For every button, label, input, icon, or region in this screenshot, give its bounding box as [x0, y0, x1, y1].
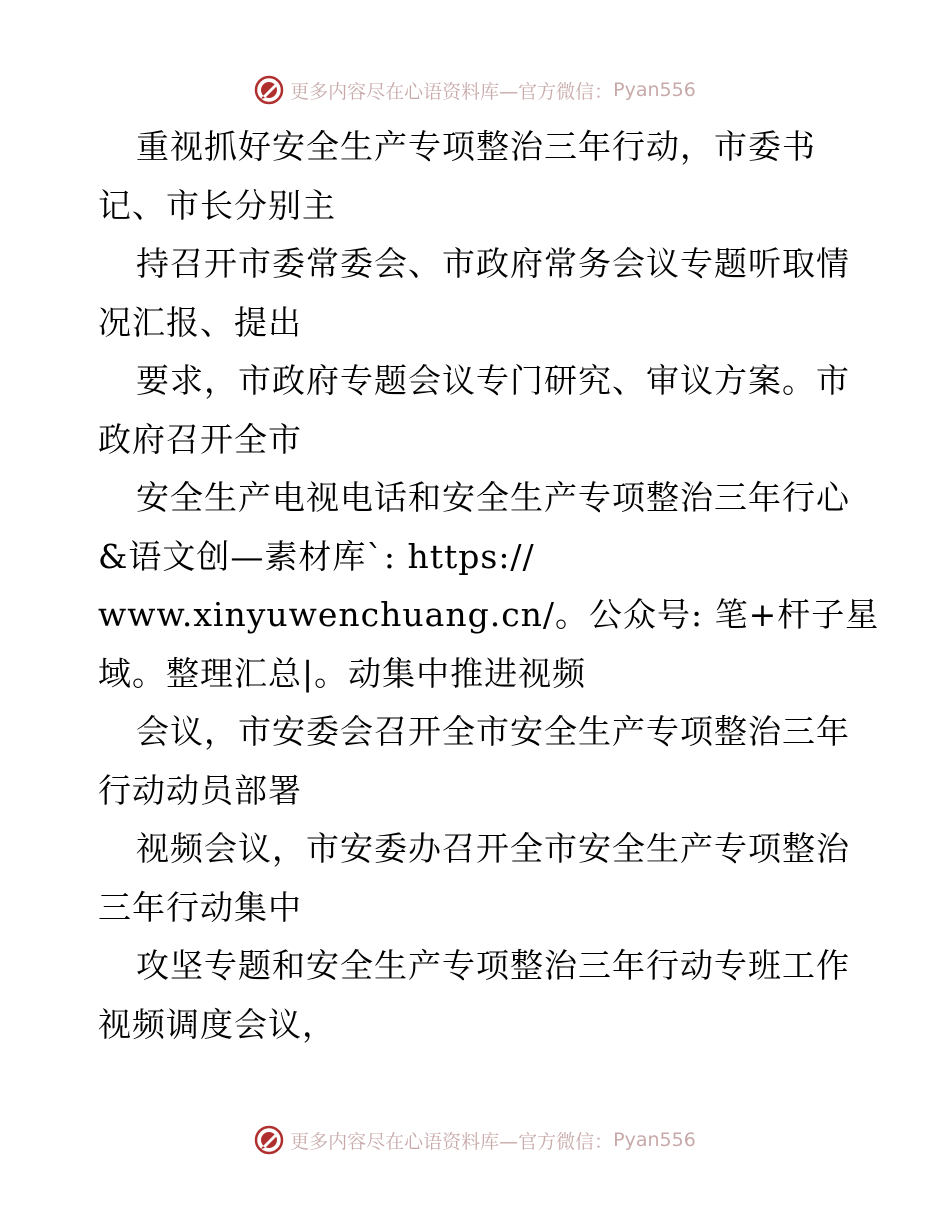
footer-wechat-id: Pyan556 [613, 1129, 696, 1151]
document-body [98, 118, 880, 1054]
pen-logo-icon [254, 1125, 284, 1155]
body-line: 攻坚专题和安全生产专项整治三年行动专班工作 [136, 946, 850, 985]
body-line: 持召开市委常委会、市政府常务会议专题听取情 [136, 244, 850, 283]
pen-logo-icon [254, 75, 284, 105]
body-line: www.xinyuwenchuang.cn/。公众号: 笔+杆子星 [98, 595, 880, 634]
header-banner [0, 70, 950, 110]
body-line: 况汇报、提出 [98, 302, 302, 342]
body-line: 会议，市安委会召开全市安全生产专项整治三年 [136, 712, 850, 751]
footer-banner [0, 1120, 950, 1160]
body-line: 安全生产电视电话和安全生产专项整治三年行心 [136, 478, 850, 517]
footer-banner-text: 更多内容尽在心语资料库—官方微信： [290, 1130, 614, 1153]
body-line: 域。整理汇总|。动集中推进视频 [98, 653, 587, 693]
body-line: 视频调度会议， [98, 1004, 336, 1044]
body-line: 三年行动集中 [98, 887, 302, 927]
body-line: 记、市长分别主 [98, 185, 336, 225]
body-line: 要求，市政府专题会议专门研究、审议方案。市 [136, 361, 850, 400]
header-wechat-id: Pyan556 [613, 79, 696, 101]
body-line: &语文创—素材库`: https:// [98, 536, 535, 576]
body-line: 视频会议，市安委办召开全市安全生产专项整治 [136, 829, 850, 868]
header-banner-text: 更多内容尽在心语资料库—官方微信： [290, 80, 614, 103]
body-line: 行动动员部署 [98, 770, 302, 810]
body-line: 政府召开全市 [98, 419, 302, 459]
body-line: 重视抓好安全生产专项整治三年行动，市委书 [136, 127, 816, 166]
